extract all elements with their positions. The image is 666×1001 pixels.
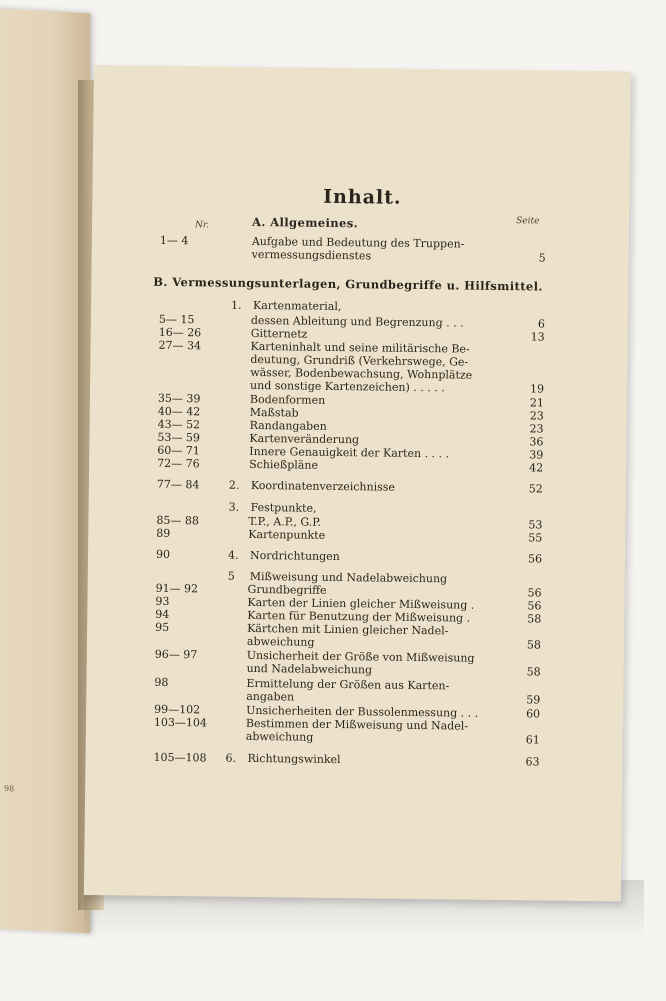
- toc-row: [88, 547, 625, 566]
- toc-row-page: 58: [526, 638, 542, 652]
- toc-row-nr: 90: [155, 547, 171, 561]
- toc-row-title: vermessungsdienstes: [251, 247, 372, 263]
- toc-row-title: Kartenpunkte: [248, 527, 326, 542]
- toc-row-page: 23: [529, 409, 544, 423]
- toc-row-title: Aufgabe und Bedeutung des Truppen-: [251, 234, 465, 251]
- toc-row-title: Innere Genauigkeit der Karten . . . .: [249, 444, 450, 461]
- toc-row-nr: 53— 59: [157, 430, 201, 445]
- toc-row-page: 23: [529, 422, 544, 436]
- toc-row-title: abweichung: [245, 729, 314, 744]
- left-page: [0, 7, 90, 934]
- toc-row-title: abweichung: [246, 634, 315, 649]
- toc-row-nr: 89: [156, 526, 171, 540]
- toc-row-nr: 99—102: [154, 702, 201, 717]
- toc-row-page: 21: [529, 396, 544, 410]
- toc-row-nr: 96— 97: [154, 647, 198, 662]
- toc-row-nr: 1— 4: [159, 233, 189, 248]
- left-page-number: 98: [4, 783, 15, 794]
- toc-row-page: 36: [529, 435, 544, 449]
- toc-row-nr: [157, 500, 227, 501]
- section-a-heading: A. Allgemeines.: [252, 214, 359, 231]
- column-header-seite: Seite: [516, 216, 540, 227]
- toc-row-title: und sonstige Kartenzeichen) . . . . .: [250, 378, 445, 395]
- toc-row-title: Mißweisung und Nadelabweichung: [249, 569, 448, 586]
- toc-row-title: Bodenformen: [249, 392, 326, 407]
- toc-row-title: T.P., A.P., G.P.: [248, 514, 322, 529]
- toc-row: [86, 750, 623, 769]
- toc-row-section-number: 2.: [228, 478, 240, 492]
- toc-row-title: deutung, Grundriß (Verkehrswege, Ge-: [250, 352, 469, 369]
- toc-row-title: Karteninhalt und seine militärische Be-: [250, 339, 470, 356]
- toc-row-nr: [159, 298, 229, 299]
- toc-row-title: Kartenmaterial,: [252, 298, 342, 314]
- toc-row: [92, 233, 629, 251]
- toc-row-title: Festpunkte,: [250, 500, 317, 515]
- toc-row-nr: 43— 52: [157, 417, 201, 432]
- toc-row-page: 39: [529, 448, 544, 462]
- toc-row-title: Gitternetz: [250, 326, 308, 341]
- toc-row-section-number: 4.: [227, 548, 239, 562]
- toc-row-title: Kartenveränderung: [249, 431, 360, 447]
- toc-row-title: angaben: [246, 689, 295, 704]
- toc-row-section-number: 1.: [230, 298, 242, 312]
- toc-row-title: Randangaben: [249, 418, 327, 433]
- toc-row-title: Nordrichtungen: [249, 548, 340, 564]
- toc-row-nr: [158, 365, 228, 366]
- toc-row-nr: 98: [154, 675, 169, 689]
- toc-row-nr: 40— 42: [157, 404, 201, 419]
- toc-row: [91, 297, 628, 314]
- toc-row-page: 13: [530, 330, 545, 344]
- toc-row-nr: [158, 378, 228, 379]
- toc-row-title: Bestimmen der Mißweisung und Nadel-: [245, 716, 469, 733]
- toc-row-title: Grundbegriffe: [247, 582, 327, 597]
- toc-row-section-number: 5: [227, 569, 235, 583]
- toc-row-nr: 27— 34: [158, 338, 202, 353]
- toc-row-title: wässer, Bodenbewachsung, Wohnplätze: [250, 365, 473, 382]
- toc-row-page: 52: [528, 482, 543, 496]
- column-header-nr: Nr.: [194, 220, 210, 231]
- toc-row-page: 58: [526, 665, 541, 679]
- toc-row-title: Schießpläne: [249, 457, 319, 472]
- toc-row-page: 6: [537, 317, 545, 331]
- section-b-heading: B. Vermessungsunterlagen, Grundbegriffe u. Hilfsmittel.: [153, 274, 543, 294]
- toc-row-page: 56: [527, 552, 543, 566]
- toc-row-title: Richtungswinkel: [247, 751, 341, 767]
- toc-row-nr: 91— 92: [155, 581, 199, 596]
- right-page: [84, 65, 631, 901]
- toc-row-page: 5: [538, 251, 546, 265]
- toc-row-page: 59: [526, 693, 541, 707]
- toc-row-section-number: 6.: [225, 751, 237, 765]
- page-title: Inhalt.: [323, 185, 402, 209]
- toc-row: [89, 499, 626, 515]
- toc-row-title: Unsicherheit der Größe von Mißweisung: [246, 648, 475, 665]
- toc-row-nr: [156, 569, 226, 570]
- toc-row-page: 56: [527, 586, 542, 600]
- toc-row-nr: 85— 88: [156, 513, 200, 528]
- toc-row-page: 58: [527, 612, 542, 626]
- toc-row-page: 63: [525, 755, 540, 769]
- toc-row-title: Karten für Benutzung der Mißweisung .: [247, 608, 471, 625]
- toc-row-nr: 105—108: [153, 750, 207, 765]
- toc-row-title: Kärtchen mit Linien gleicher Nadel-: [247, 621, 449, 638]
- toc-row: [88, 568, 625, 586]
- toc-row-nr: 60— 71: [157, 443, 200, 458]
- toc-row-title: Maßstab: [249, 405, 299, 420]
- toc-row-title: und Nadelabweichung: [246, 661, 373, 677]
- toc-row-nr: 35— 39: [157, 391, 201, 406]
- toc-row-nr: 77— 84: [156, 477, 200, 492]
- toc-row-title: dessen Ableitung und Begrenzung . . .: [250, 313, 464, 330]
- toc-row-nr: 72— 76: [157, 456, 200, 471]
- toc-row-page: 55: [528, 531, 543, 545]
- toc-row-nr: 95: [155, 620, 170, 634]
- toc-row-page: 60: [526, 707, 541, 721]
- toc-row-page: 61: [525, 733, 540, 747]
- toc-row-section-number: 3.: [228, 500, 240, 514]
- toc-row-nr: 94: [155, 607, 170, 621]
- toc-row-page: 42: [529, 461, 544, 475]
- toc-row-page: 53: [528, 518, 543, 532]
- toc-row: [89, 477, 626, 496]
- toc-row-nr: 93: [155, 594, 170, 608]
- toc-row-page: 56: [527, 599, 542, 613]
- toc-row-nr: 5— 15: [158, 312, 195, 327]
- toc-row-title: Karten der Linien gleicher Mißweisung .: [247, 595, 475, 612]
- toc-row-title: Ermittelung der Größen aus Karten-: [246, 676, 450, 693]
- toc-row-nr: 16— 26: [158, 325, 202, 340]
- toc-row-title: Unsicherheiten der Bussolenmessung . . .: [246, 703, 479, 720]
- toc-row-title: Koordinatenverzeichnisse: [250, 478, 396, 494]
- toc-row-page: 19: [529, 382, 545, 396]
- toc-row-nr: 103—104: [153, 715, 208, 730]
